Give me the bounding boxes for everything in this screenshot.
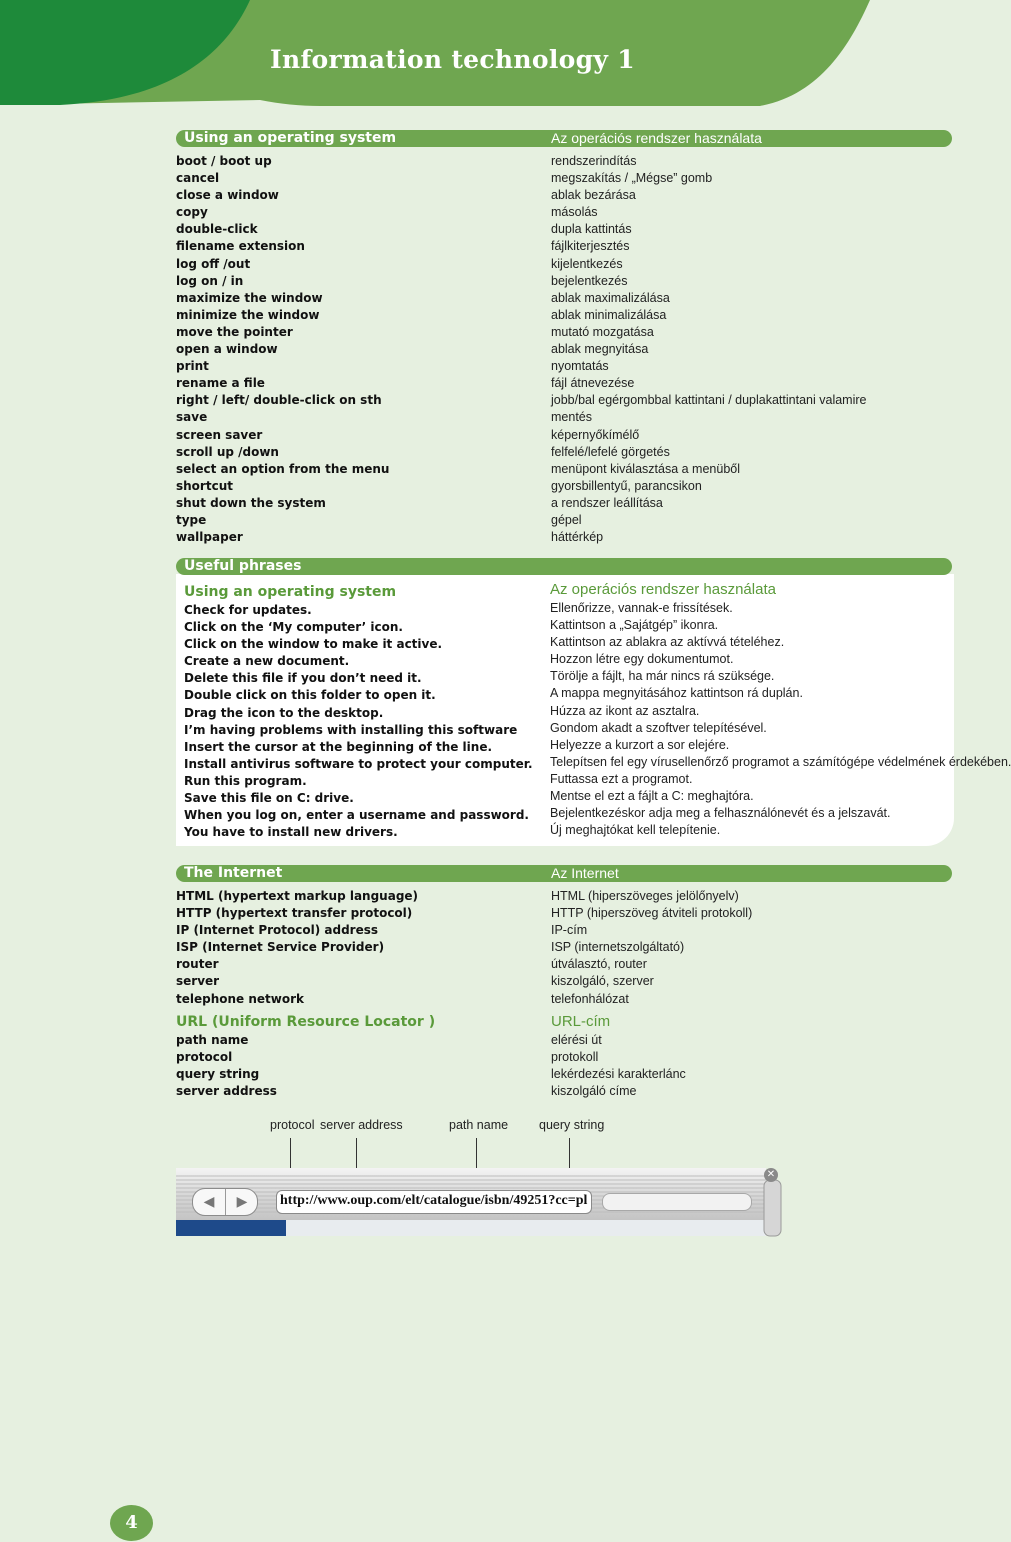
term-en: router [176,957,219,972]
phrase-hu: Kattintson a „Sajátgép” ikonra. [550,618,719,633]
term-en: HTTP (hypertext transfer protocol) [176,906,413,921]
phrase-en: You have to install new drivers. [184,825,398,840]
phrase-en: Click on the ‘My computer’ icon. [184,620,403,635]
term-hu: ablak minimalizálása [551,307,667,322]
address-text: http://www.oup.com/elt/catalogue/isbn/49251?cc=pl [280,1193,588,1208]
phrase-en: Save this file on C: drive. [184,791,354,806]
phrase-hu: Futtassa ezt a programot. [550,771,693,786]
term-en: server address [176,1084,277,1099]
term-en: ISP (Internet Service Provider) [176,940,385,955]
term-hu: bejelentkezés [551,273,628,288]
term-hu: kiszolgáló, szerver [551,974,654,989]
term-en: path name [176,1033,249,1047]
forward-icon[interactable]: ▶ [225,1189,258,1215]
term-hu: ablak maximalizálása [551,290,670,305]
term-en: boot / boot up [176,154,272,168]
search-field[interactable] [602,1193,752,1211]
term-en: wallpaper [176,530,243,545]
term-hu: protokoll [551,1050,599,1065]
url-subtitle-hu: URL-cím [551,1013,611,1030]
url-terms-en [176,1032,277,1100]
term-hu: ISP (internetszolgáltató) [551,940,685,955]
term-hu: jobb/bal egérgombbal kattintani / duplakattintani valamire [551,393,867,408]
back-icon[interactable]: ◀ [203,1194,215,1210]
phrase-en: When you log on, enter a username and password. [184,808,529,823]
term-en: shut down the system [176,495,326,510]
term-hu: fájl átnevezése [551,376,635,391]
term-en: print [176,359,209,374]
phrases-subtitle-hu: Az operációs rendszer használata [550,581,776,598]
phrase-en: Insert the cursor at the beginning of the line. [184,739,493,754]
page-number: 4 [110,1505,153,1541]
term-hu: dupla kattintás [551,222,632,237]
os-terms-en [176,153,389,546]
term-hu: mentés [551,410,592,425]
term-hu: menüpont kiválasztása a menüből [551,461,741,476]
term-hu: telefonhálózat [551,991,629,1006]
term-en: scroll up /down [176,444,279,459]
term-en: minimize the window [176,307,320,322]
term-en: cancel [176,171,220,186]
term-hu: HTML (hiperszöveges jelölőnyelv) [551,889,739,903]
term-hu: rendszerindítás [551,154,637,168]
url-label-query-string: query string [539,1118,605,1132]
section-title-phrases: Useful phrases [184,558,302,574]
phrase-en: Create a new document. [184,654,350,669]
term-hu: másolás [551,205,598,220]
term-hu: képernyőkímélő [551,427,640,442]
internet-terms-en [176,888,418,1008]
phrase-hu: A mappa megnyitásához kattintson rá duplán. [550,686,803,701]
phrase-en: Run this program. [184,773,307,788]
term-en: maximize the window [176,290,323,305]
phrases-subtitle-en: Using an operating system [184,584,397,600]
term-hu: IP-cím [551,923,588,938]
phrase-hu: Húzza az ikont az asztalra. [550,703,700,718]
term-en: query string [176,1067,260,1082]
internet-terms-hu [551,888,752,1008]
term-en: log on / in [176,273,244,288]
phrase-en: Double click on this folder to open it. [184,688,436,703]
phrase-en: Drag the icon to the desktop. [184,705,384,720]
term-en: rename a file [176,376,265,391]
url-subtitle-en: URL (Uniform Resource Locator ) [176,1014,436,1030]
term-hu: háttérkép [551,530,604,545]
term-en: double-click [176,222,258,237]
section-title-os-hu: Az operációs rendszer használata [551,130,762,146]
browser-toolbar [176,1166,781,1236]
term-en: protocol [176,1050,233,1065]
term-hu: nyomtatás [551,359,609,374]
phrase-en: Delete this file if you don’t need it. [184,671,422,686]
term-en: close a window [176,188,279,203]
term-hu: ablak megnyitása [551,342,649,357]
close-icon[interactable]: ✕ [764,1168,778,1182]
term-en: right / left/ double-click on sth [176,393,382,408]
term-hu: HTTP (hiperszöveg átviteli protokoll) [551,906,753,921]
term-hu: megszakítás / „Mégse” gomb [551,171,713,186]
phrase-en: Check for updates. [184,603,312,617]
phrase-hu: Törölje a fájlt, ha már nincs rá szüksége. [550,669,775,684]
term-en: save [176,410,208,425]
url-label-server-address: server address [320,1118,403,1132]
url-terms-hu [551,1032,686,1100]
page-header [0,0,960,110]
phrase-hu: Hozzon létre egy dokumentumot. [550,652,734,667]
term-en: HTML (hypertext markup language) [176,889,419,903]
term-en: shortcut [176,478,233,493]
page-title: Information technology 1 [270,45,635,74]
address-bar[interactable] [276,1190,592,1214]
phrase-en: I’m having problems with installing this software [184,722,518,737]
term-hu: útválasztó, router [551,957,647,972]
term-hu: lekérdezési karakterlánc [551,1067,686,1082]
phrase-hu: Kattintson az ablakra az aktívvá tételéhez. [550,635,785,650]
phrase-hu: Telepítsen fel egy vírusellenőrző programot a számítógépe védelmének érdekében. [550,754,1011,769]
phrase-hu: Mentse el ezt a fájlt a C: meghajtóra. [550,789,754,804]
phrases-hu [550,600,1011,839]
term-en: copy [176,205,208,220]
term-en: telephone network [176,991,305,1006]
term-en: server [176,974,220,989]
phrase-en: Click on the window to make it active. [184,637,443,652]
term-hu: ablak bezárása [551,188,636,203]
nav-buttons [192,1188,258,1216]
section-title-internet-en: The Internet [184,865,283,881]
term-hu: gyorsbillentyű, parancsikon [551,478,702,493]
term-en: screen saver [176,427,263,442]
term-hu: fájlkiterjesztés [551,239,630,254]
term-en: move the pointer [176,324,293,339]
term-hu: mutató mozgatása [551,324,654,339]
term-hu: kijelentkezés [551,256,623,271]
phrase-hu: Ellenőrizze, vannak-e frissítések. [550,601,733,615]
phrase-en: Install antivirus software to protect your computer. [184,756,533,771]
term-en: log off /out [176,256,251,271]
phrase-hu: Új meghajtókat kell telepítenie. [550,823,721,838]
term-hu: a rendszer leállítása [551,495,663,510]
os-terms-hu [551,153,866,546]
term-en: open a window [176,342,278,357]
term-en: IP (Internet Protocol) address [176,923,379,938]
section-title-internet-hu: Az Internet [551,865,619,881]
phrases-en [184,602,533,841]
term-en: type [176,512,207,527]
phrase-hu: Helyezze a kurzort a sor elejére. [550,737,730,752]
url-label-protocol: protocol [270,1118,315,1132]
term-hu: felfelé/lefelé görgetés [551,444,670,459]
phrase-hu: Gondom akadt a szoftver telepítésével. [550,720,767,735]
term-hu: gépel [551,512,582,527]
url-label-path-name: path name [449,1118,509,1132]
term-hu: kiszolgáló címe [551,1084,637,1099]
term-en: select an option from the menu [176,461,390,476]
term-en: filename extension [176,239,305,254]
phrase-hu: Bejelentkezéskor adja meg a felhasználónevét és a jelszavát. [550,806,891,821]
term-hu: elérési út [551,1033,602,1047]
section-title-os-en: Using an operating system [184,130,397,146]
